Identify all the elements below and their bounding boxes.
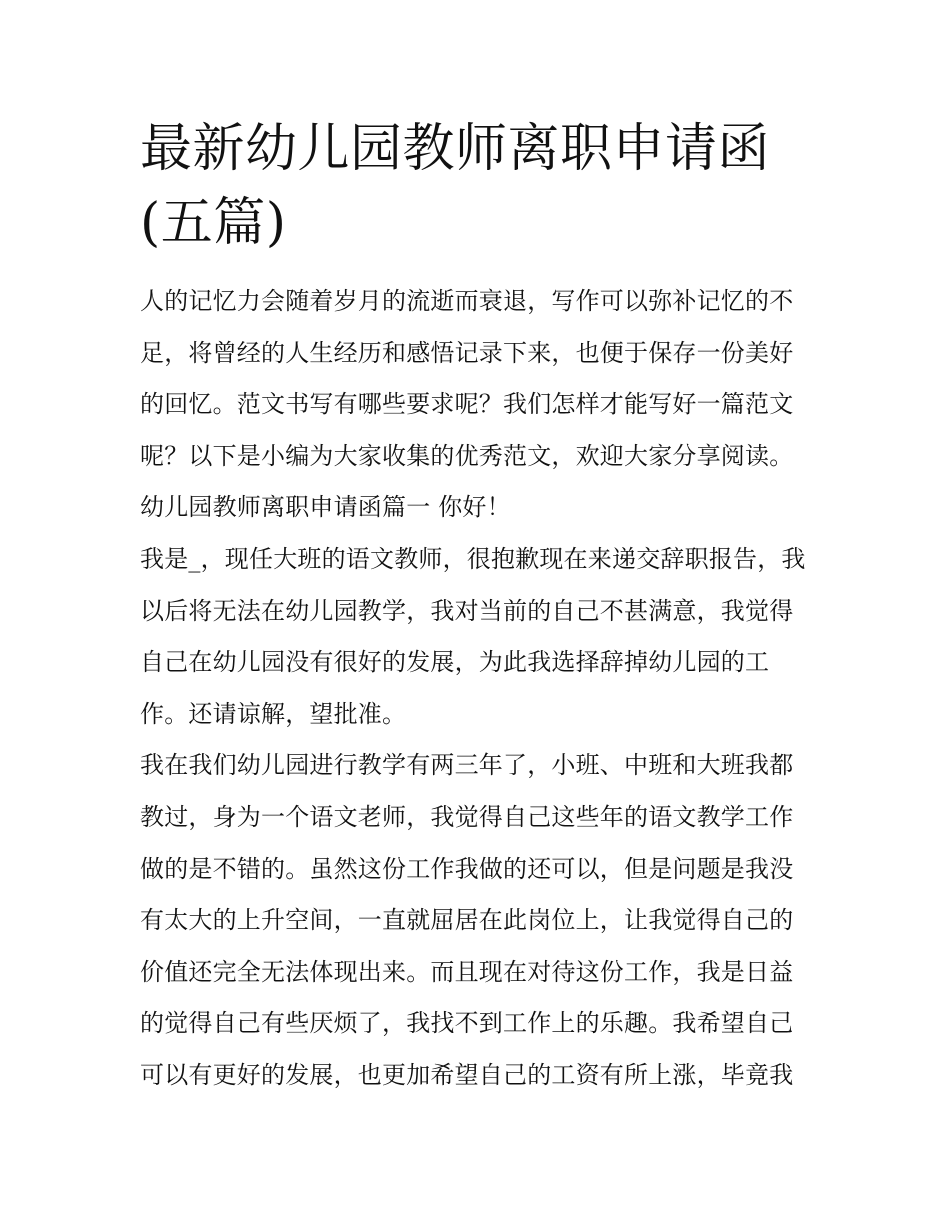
paragraph-resignation-statement: 我是_，现任大班的语文教师，很抱歉现在来递交辞职报告，我以后将无法在幼儿园教学，我对当前的自己不甚满意，我觉得自己在幼儿园没有很好的发展，为此我选择辞掉幼儿园的工作。还请谅解，望批准。 — [140, 544, 806, 728]
paragraph-work-experience: 我在我们幼儿园进行教学有两三年了，小班、中班和大班我都教过，身为一个语文老师，我觉得自己这些年的语文教学工作做的是不错的。虽然这份工作我做的还可以，但是问题是我没有太大的上升空间，一直就屈居在此岗位上，让我觉得自己的价值还完全无法体现出来。而且现在对待这份工作，我是日益的觉得自己有些厌烦了，我找不到工作上的乐趣。我希望自己可以有更好的发展，也更加希望自己的工资有所上涨，毕竟我 — [140, 751, 794, 1089]
paragraph-intro: 人的记忆力会随着岁月的流逝而衰退，写作可以弥补记忆的不足，将曾经的人生经历和感悟记录下来，也便于保存一份美好的回忆。范文书写有哪些要求呢？我们怎样才能写好一篇范文呢？以下是小编为大家收集的优秀范文，欢迎大家分享阅读。 — [140, 287, 794, 470]
document-title: 最新幼儿园教师离职申请函(五篇) — [140, 119, 771, 253]
document-body — [140, 276, 812, 1102]
paragraph-section-heading: 幼儿园教师离职申请函篇一 你好！ — [140, 493, 511, 522]
